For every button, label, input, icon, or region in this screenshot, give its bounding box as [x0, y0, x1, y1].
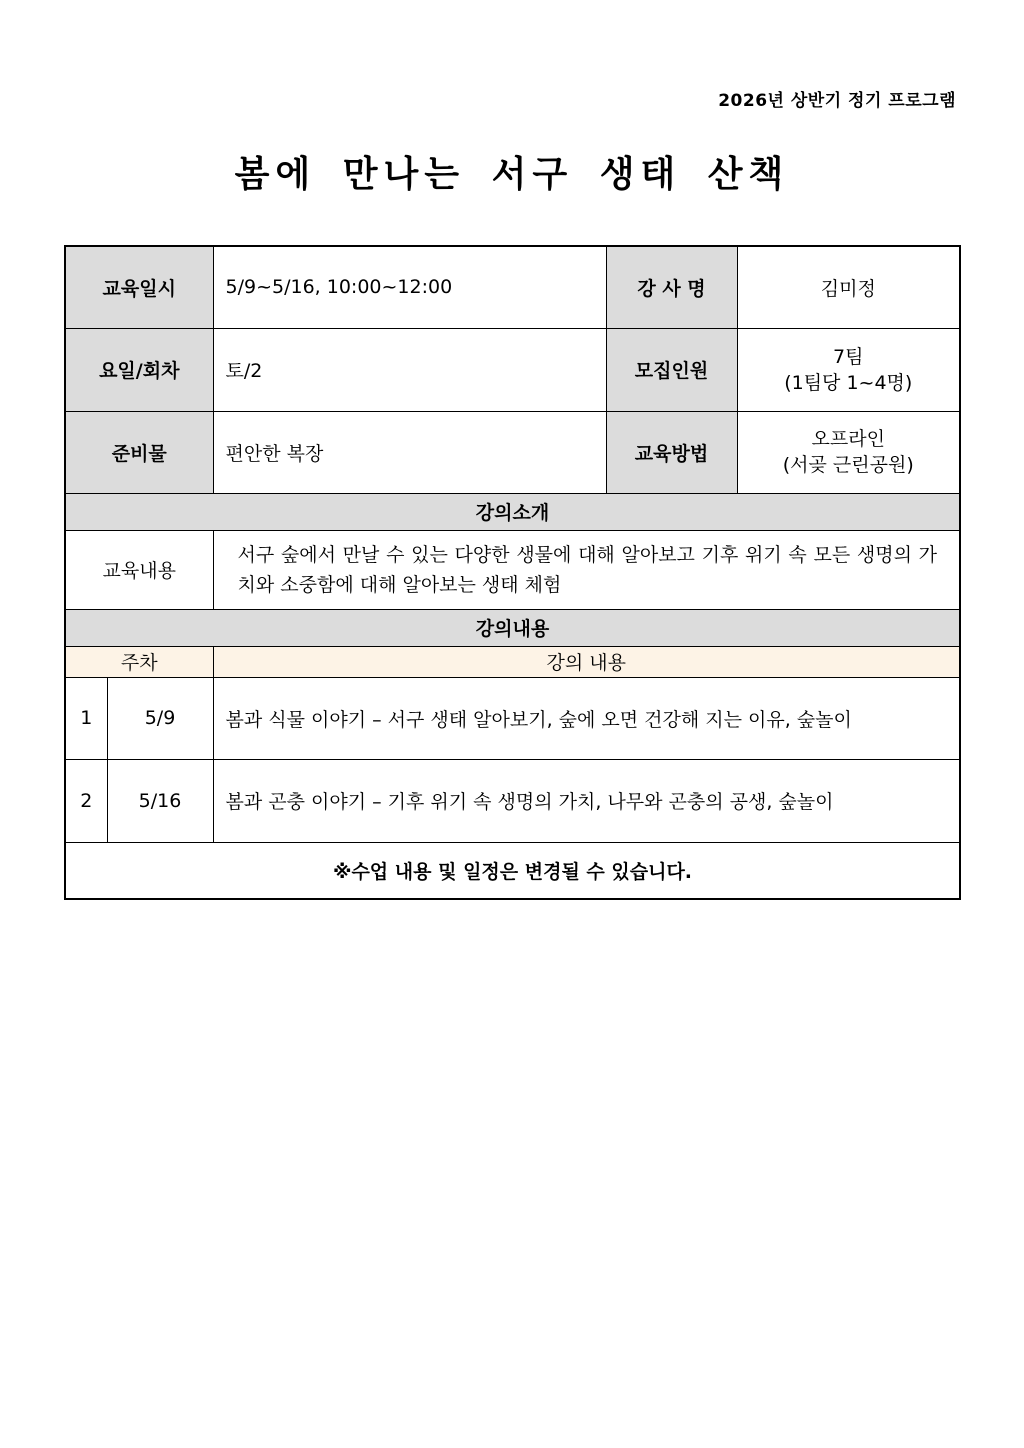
session-number: 1: [65, 677, 107, 759]
day-value: 토/2: [213, 328, 606, 411]
method-line1: 오프라인: [811, 428, 885, 450]
instructor-value: 김미정: [737, 246, 960, 328]
table-row: [65, 759, 960, 842]
date-value: 5/9~5/16, 10:00~12:00: [213, 246, 606, 328]
content-label: 교육내용: [65, 530, 213, 609]
capacity-line1: 7팀: [833, 345, 864, 368]
row-notice: [65, 842, 960, 899]
row-intro-title: [65, 493, 960, 530]
row-intro-content: [65, 530, 960, 609]
session-content: 봄과 곤충 이야기 – 기후 위기 속 생명의 가치, 나무와 곤충의 공생, 숲놀이: [213, 759, 960, 842]
session-content: 봄과 식물 이야기 – 서구 생태 알아보기, 숲에 오면 건강해 지는 이유, 숲놀이: [213, 677, 960, 759]
method-value: [737, 411, 960, 493]
capacity-line2: (1팀당 1~4명): [784, 371, 913, 394]
session-number: 2: [65, 759, 107, 842]
table-row: [65, 677, 960, 759]
date-label: 교육일시: [65, 246, 213, 328]
intro-section-title: 강의소개: [65, 493, 960, 530]
method-label: 교육방법: [606, 411, 737, 493]
curriculum-section-title: 강의내용: [65, 609, 960, 646]
row-supplies: [65, 411, 960, 493]
row-day: [65, 328, 960, 411]
program-label: 2026년 상반기 정기 프로그램: [718, 91, 956, 111]
day-label: 요일/회차: [65, 328, 213, 411]
session-date: 5/9: [107, 677, 213, 759]
content-header: 강의 내용: [213, 646, 960, 677]
method-line2: (서곶 근린공원): [782, 454, 914, 476]
page-title: 봄에 만나는 서구 생태 산책: [234, 154, 790, 195]
row-date: [65, 246, 960, 328]
instructor-label: 강 사 명: [606, 246, 737, 328]
week-header: 주차: [65, 646, 213, 677]
supplies-label: 준비물: [65, 411, 213, 493]
program-info-table: [64, 245, 961, 900]
row-curriculum-header: [65, 646, 960, 677]
row-curriculum-title: [65, 609, 960, 646]
schedule-notice: ※수업 내용 및 일정은 변경될 수 있습니다.: [65, 842, 960, 899]
session-date: 5/16: [107, 759, 213, 842]
capacity-value: [737, 328, 960, 411]
capacity-label: 모집인원: [606, 328, 737, 411]
content-text: 서구 숲에서 만날 수 있는 다양한 생물에 대해 알아보고 기후 위기 속 모든 생명의 가치와 소중함에 대해 알아보는 생태 체험: [213, 530, 960, 609]
supplies-value: 편안한 복장: [213, 411, 606, 493]
